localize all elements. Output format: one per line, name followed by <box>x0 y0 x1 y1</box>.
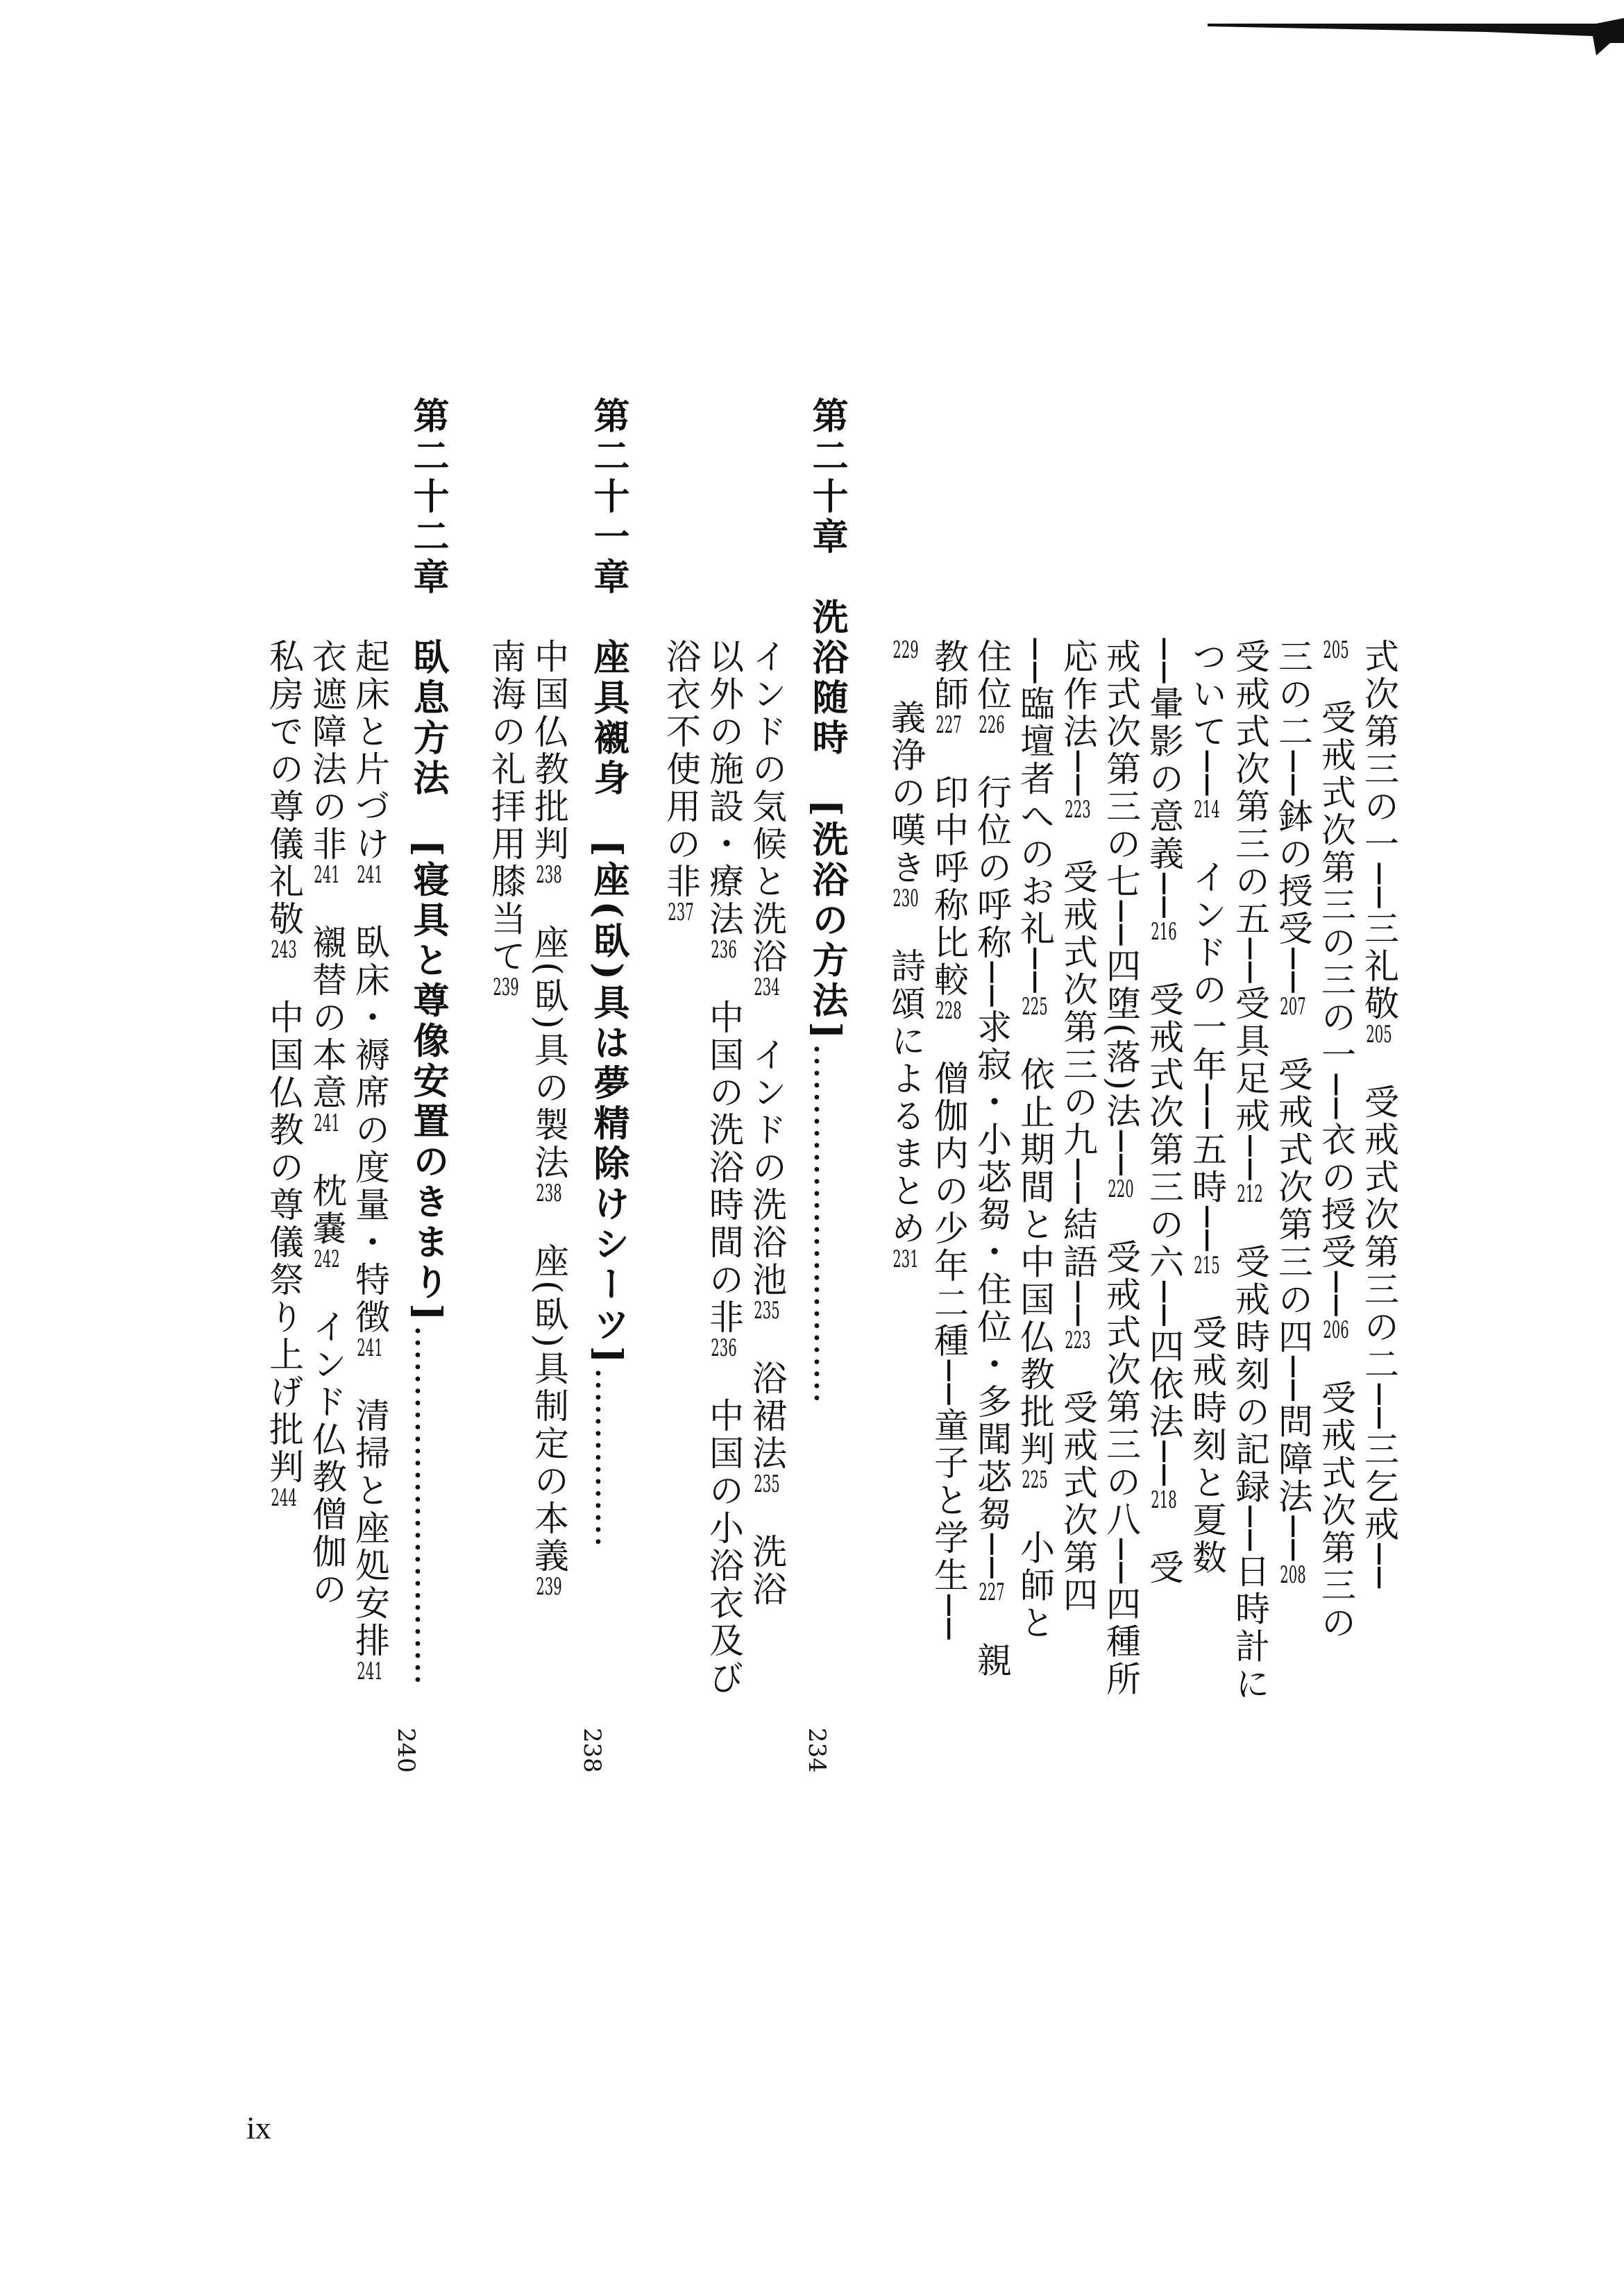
toc-entry-text: 受戒式次第三の六──四依法── <box>1144 944 1184 1488</box>
chapter-22-heading <box>407 397 449 1686</box>
page-ref: 212 <box>1237 1182 1263 1207</box>
toc-column <box>486 638 526 999</box>
toc-entry-text: 洗浴 <box>747 1496 787 1608</box>
page-ref: 237 <box>668 901 694 924</box>
toc-column <box>747 638 787 1608</box>
toc-entry-text: 中国の小浴衣及び <box>704 1360 744 1697</box>
toc-entry-text: 中国仏教の尊儀祭り上げ批判 <box>264 962 304 1486</box>
toc-entry-text: 中国の洗浴時間の非 <box>704 962 744 1336</box>
toc-column <box>1273 638 1313 1587</box>
page-ref: 239 <box>536 1575 562 1599</box>
toc-entry-text: 受戒式次第四 <box>1058 1352 1098 1615</box>
toc-entry-text: 教師 <box>929 638 969 713</box>
toc-column <box>264 638 304 1510</box>
toc-column <box>1015 638 1055 1642</box>
toc-entry-text: 起床と片づけ <box>350 638 390 863</box>
page-ref: 226 <box>979 713 1005 737</box>
page-ref: 208 <box>1280 1563 1306 1587</box>
chapter-subtitle: [座(臥)具は夢精除けシーツ] <box>587 840 629 1368</box>
toc-column <box>704 638 744 1697</box>
page-folio: ix <box>246 2110 271 2145</box>
toc-entry-text: 式次第三の一──三礼敬 <box>1359 638 1399 1023</box>
toc-entry-text: 僧伽内の少年二種──童子と学生── <box>929 1023 969 1642</box>
page-ref: 238 <box>536 1182 562 1206</box>
page-ref: 218 <box>1151 1488 1177 1512</box>
toc-entry-text: 枕嚢 <box>307 1135 347 1248</box>
page-ref: 241 <box>357 1660 383 1683</box>
toc-entry-text: 応作法── <box>1058 638 1098 799</box>
chapter-21-page-number: 238 <box>578 1728 606 1773</box>
page-ref: 214 <box>1194 798 1220 822</box>
toc-entry-text: 親 <box>972 1604 1012 1680</box>
toc-entry-text: 受戒時刻の記録──日時計に <box>1230 1206 1270 1703</box>
page-ref: 242 <box>314 1248 340 1271</box>
toc-entry-text: 受戒式次第三の五──受具足戒── <box>1230 638 1270 1183</box>
toc-column <box>1187 638 1227 1577</box>
toc-entry-text: 詩頌によるまとめ <box>886 910 926 1248</box>
chapter-label: 第二十二章 <box>407 397 449 598</box>
toc-entry-text: 戒式次第三の七──四堕(落)法── <box>1101 638 1141 1178</box>
toc-column <box>886 638 926 1271</box>
chapter-title: 座具襯身 <box>587 638 629 799</box>
chapter-21-heading <box>587 397 629 1548</box>
chapter-22-page-number: 240 <box>392 1728 420 1773</box>
toc-entry-text: 受戒式次第三の <box>1316 1342 1356 1642</box>
toc-entry-text: 座(臥)具制定の本義 <box>529 1205 569 1576</box>
toc-entry-text: ついて── <box>1187 638 1227 799</box>
page-ref: 241 <box>314 863 340 887</box>
page-ref: 215 <box>1194 1253 1220 1277</box>
page-ref: 225 <box>1022 1468 1048 1493</box>
toc-entry-text: 住位 <box>972 638 1012 713</box>
page-ref: 236 <box>711 1336 737 1360</box>
page-ref: 230 <box>893 887 919 910</box>
toc-column <box>350 638 390 1683</box>
toc-entry-text: 受 <box>1144 1511 1184 1587</box>
chapter-20-page-number: 234 <box>803 1728 831 1773</box>
page-ref: 227 <box>936 713 962 737</box>
toc-column <box>1316 638 1356 1642</box>
toc-column <box>529 638 569 1599</box>
page-ref: 207 <box>1280 995 1306 1019</box>
chapter-title: 臥息方法 <box>407 638 449 799</box>
toc-column <box>1058 638 1098 1615</box>
toc-entry-text: 印中呼称比較 <box>929 737 969 999</box>
toc-entry-text: 浴衣不使用の非 <box>661 638 701 901</box>
chapter-subtitle: [洗浴の方法] <box>806 799 848 1044</box>
toc-entry-text: インドの一年──五時── <box>1187 822 1227 1254</box>
toc-entry-text: 依止期間と中国仏教批判 <box>1015 1019 1055 1469</box>
page-ref: 227 <box>979 1581 1005 1605</box>
page-ref: 241 <box>357 863 383 887</box>
toc-entry-text: ──暈影の意義── <box>1144 638 1184 921</box>
page-ref: 205 <box>1323 638 1349 662</box>
toc-entry-text: 行位の呼称──求寂・小苾芻・住位・多聞苾芻── <box>972 737 1012 1581</box>
page-ref: 235 <box>754 1472 780 1496</box>
page-ref: 216 <box>1151 920 1177 944</box>
toc-entry-text: インド仏教僧伽の <box>307 1271 347 1608</box>
page-ref: 239 <box>493 976 519 999</box>
toc-entry-text: インドの洗浴池 <box>747 999 787 1299</box>
toc-entry-text: 三の二──鉢の授受── <box>1273 638 1313 996</box>
toc-entry-text: 私房での尊儀礼敬 <box>264 638 304 938</box>
toc-entry-text: 衣遮障法の非 <box>307 638 347 863</box>
toc-entry-text: 義浄の嘆き <box>886 662 926 887</box>
chapter-20-heading <box>806 397 848 1404</box>
toc-column <box>1230 638 1270 1703</box>
chapter-subtitle: [寝具と尊像安置のきまり] <box>407 840 449 1325</box>
page-ref: 205 <box>1366 1023 1392 1047</box>
page-ref: 234 <box>754 976 780 999</box>
page-ref: 243 <box>271 938 297 962</box>
toc-entry-text: 受戒式次第三の三の一──衣の授受── <box>1316 662 1356 1319</box>
toc-entry-text: 受戒式次第三の二──三乞戒── <box>1359 1046 1399 1591</box>
toc-entry-text: 中国仏教批判 <box>529 638 569 863</box>
corner-rule-mark <box>1208 15 1624 57</box>
chapter-label: 第二十一章 <box>587 397 629 598</box>
toc-entry-text: インドの気候と洗浴 <box>747 638 787 976</box>
page-ref: 220 <box>1108 1177 1134 1202</box>
toc-entry-text: 以外の施設・療法 <box>704 638 744 938</box>
chapter-title: 洗浴随時 <box>806 598 848 759</box>
page-ref: 225 <box>1022 995 1048 1019</box>
toc-column <box>972 638 1012 1680</box>
page-ref: 241 <box>314 1112 340 1135</box>
toc-entry-text: ──臨壇者へのお礼── <box>1015 638 1055 996</box>
page-ref: 235 <box>754 1299 780 1323</box>
toc-leader: …………… <box>587 1367 629 1548</box>
toc-column <box>1144 638 1184 1587</box>
page-ref: 223 <box>1065 1328 1091 1352</box>
page-ref: 229 <box>893 638 919 662</box>
toc-column <box>307 638 347 1608</box>
toc-entry-text: 受戒式次第三の四──問障法── <box>1273 1019 1313 1563</box>
page-ref: 206 <box>1323 1318 1349 1343</box>
toc-entry-text: 浴裙法 <box>747 1323 787 1472</box>
toc-column <box>1101 638 1141 1699</box>
toc-entry-text: 受戒式次第三の九──結語── <box>1058 822 1098 1329</box>
toc-entry-text: 臥床・褥席の度量・特徴 <box>350 887 390 1336</box>
toc-entry-text: 襯替の本意 <box>307 887 347 1112</box>
page-ref: 223 <box>1065 798 1091 822</box>
page-ref: 241 <box>357 1336 383 1360</box>
page-ref: 236 <box>711 938 737 962</box>
toc-entry-text: 座(臥)具の製法 <box>529 887 569 1182</box>
page-ref: 238 <box>536 863 562 887</box>
page-ref: 231 <box>893 1248 919 1271</box>
page-ref: 228 <box>936 999 962 1023</box>
toc-entry-text: 受戒式次第三の八──四種所 <box>1101 1201 1141 1699</box>
page-ref: 244 <box>271 1486 297 1510</box>
toc-leader: ………………………… <box>806 1043 847 1404</box>
chapter-label: 第二十章 <box>806 397 848 558</box>
toc-entry-text: 南海の礼拝用膝当て <box>486 638 526 976</box>
toc-entry-text: 受戒時刻と夏数 <box>1187 1277 1227 1577</box>
toc-column <box>1359 638 1399 1591</box>
toc-column <box>661 638 701 924</box>
toc-entry-text: 清掃と座処安排 <box>350 1360 390 1660</box>
toc-column <box>929 638 969 1642</box>
toc-entry-text: 小師と <box>1015 1492 1055 1642</box>
toc-leader: ………………………… <box>407 1325 448 1686</box>
